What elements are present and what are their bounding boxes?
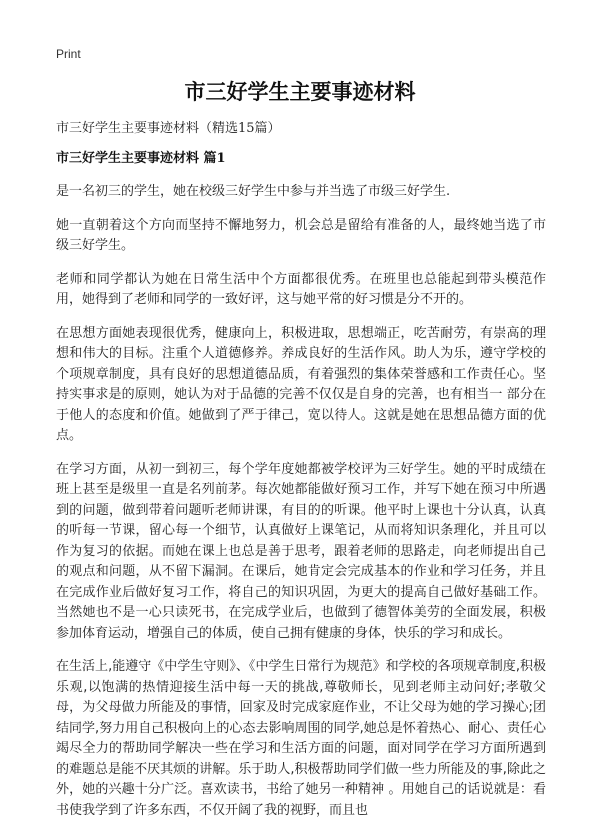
paragraph-6: 在生活上,能遵守《中学生守则》、《中学生日常行为规范》和学校的各项规章制度,积极乐观,以饱满的热情迎接生活中每一天的挑战,尊敬师长，见到老师主动问好;孝敬父母，为父母做力所能及的事情，回家及时完成家庭作业，不让父母为她的学习操心;团结同学,努力用自己积极向上的心态去影响周围的同学,她总是怀着热心、耐心、责任心竭尽全力的帮助同学解决一些在学习和生活方面的问题，面对同学在学习方面所遇到的难题总是能不厌其烦的讲解。乐于助人,积极帮助同学们做一些力所能及的事,除此之外，她的兴趣十分广泛。喜欢读书，书给了她另一种精神 。用她自己的话说就是：看书使我学到了许多东西，不仅开阔了我的视野，而且也 [56,659,546,818]
print-link[interactable]: Print [56,47,81,61]
paragraph-5: 在学习方面，从初一到初三，每个学年度她都被学校评为三好学生。她的平时成绩在班上甚至是级里一直是名列前茅。每次她都能做好预习工作，并写下她在预习中所遇到的问题，做到带着问题听老师讲课，有目的的听课。他平时上课也十分认真，认真的听每一节课，留心每一个细节，认真做好上课笔记，从而将知识条理化，并且可以作为复习的依据。而她在课上也总是善于思考，跟着老师的思路走，向老师提出自己的观点和问题，从不留下漏洞。在课后，她肯定会完成基本的作业和学习任务，并且在完成作业后做好复习工作，将自己的知识巩固，为更大的提高自己做好基础工作。当然她也不是一心只读死书，在完成学业后，也做到了德智体美劳的全面发展，积极参加体育运动，增强自己的体质，使自己拥有健康的身体，快乐的学习和成长。 [56,461,546,641]
document-body [56,182,546,828]
section-heading: 市三好学生主要事迹材料 篇1 [56,151,226,166]
document-title: 市三好学生主要事迹材料 [184,80,416,104]
paragraph-1: 是一名初三的学生，她在校级三好学生中参与并当选了市级三好学生. [56,184,451,199]
paragraph-4: 在思想方面她表现很优秀，健康向上，积极进取，思想端正，吃苦耐劳，有崇高的理想和伟大的目标。注重个人道德修养。养成良好的生活作风。助人为乐，遵守学校的个项规章制度，具有良好的思想道德品质，有着强烈的集体荣誉感和工作责任心。坚持实事求是的原则，她认为对于品德的完善不仅仅是自身的完善，也有相当一 部分在于他人的态度和价值。她做到了严于律己，宽以待人。这就是她在思想品德方面的优点。 [56,325,546,443]
document-subtitle: 市三好学生主要事迹材料（精选15篇） [56,121,281,136]
paragraph-2: 她一直朝着这个方向而坚持不懈地努力，机会总是留给有准备的人，最终她当选了市级三好学生。 [56,217,546,253]
paragraph-3: 老师和同学都认为她在日常生活中个方面都很优秀。在班里也总能起到带头模范作用，她得到了老师和同学的一致好评，这与她平常的好习惯是分不开的。 [56,271,546,307]
